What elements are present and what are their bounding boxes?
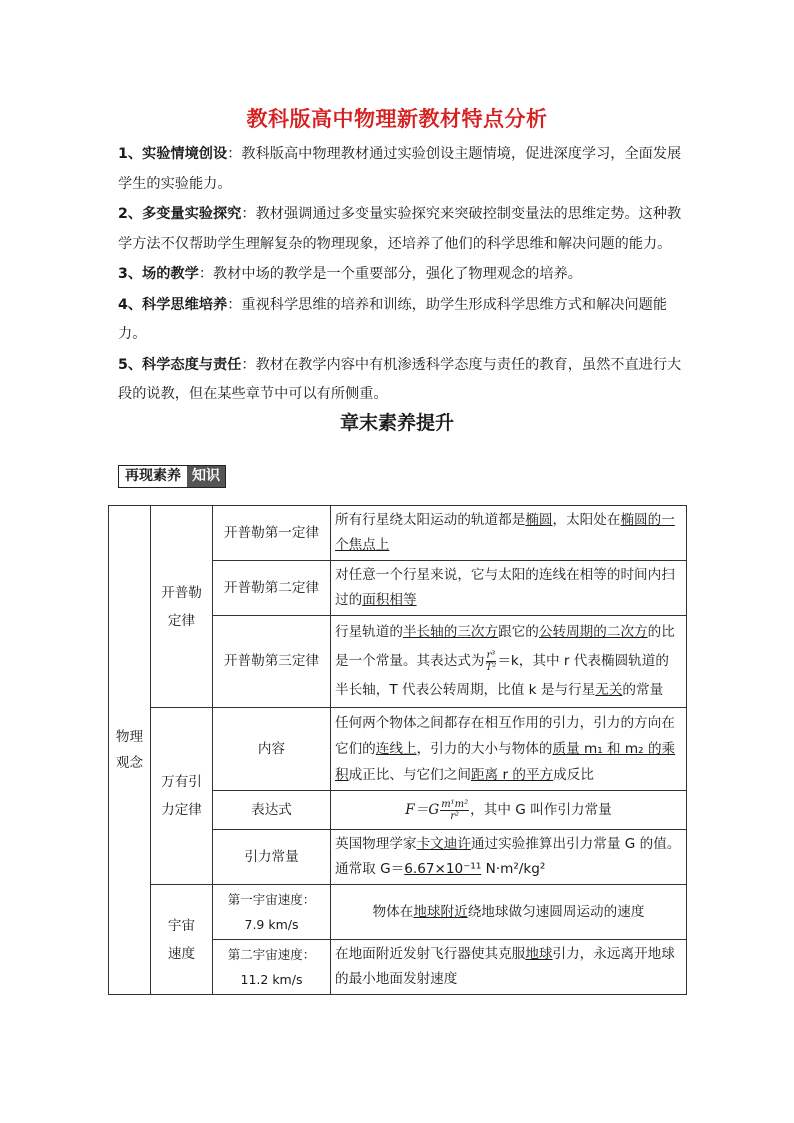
feature-list bbox=[118, 140, 690, 411]
table-row bbox=[109, 506, 687, 561]
feature-item-3 bbox=[118, 260, 690, 290]
gravity-const-name: 引力常量 bbox=[213, 830, 331, 885]
gravity-expr-desc: F＝G $\frac{\text{m¹m²}}{\text{r²}}$ ，其中 G 叫作引力常量 bbox=[331, 791, 687, 830]
feature-label: 4、科学思维培养 bbox=[118, 296, 228, 313]
law1-name: 开普勒第一定律 bbox=[213, 506, 331, 561]
gravity-content-desc: 任何两个物体之间都存在相互作用的引力，引力的方向在它们的连线上，引力的大小与物体的质量 m₁ 和 m₂ 的乘积成正比、与它们之间距离 r 的平方成反比 bbox=[331, 708, 687, 791]
feature-label: 3、场的教学 bbox=[118, 266, 199, 282]
law1-desc: 所有行星绕太阳运动的轨道都是椭圆，太阳处在椭圆的一个焦点上 bbox=[331, 506, 687, 561]
badge-label: 再现素养 bbox=[119, 466, 187, 487]
feature-label: 1、实验情境创设 bbox=[118, 146, 228, 162]
kepler-fraction: $\frac{\text{r³}}{\text{T²}}$ bbox=[485, 649, 497, 673]
gravity-const-desc: 英国物理学家卡文迪许通过实验推算出引力常量 G 的值。通常取 G＝6.67×10⁻¹¹ N·m²/kg² bbox=[331, 830, 687, 885]
law2-name: 开普勒第二定律 bbox=[213, 561, 331, 616]
badge-tag: 知识 bbox=[187, 466, 225, 487]
feature-label: 5、科学态度与责任 bbox=[118, 356, 242, 373]
knowledge-table bbox=[108, 505, 687, 995]
feature-text: ：教材在教学内容中有机渗透科学态度与责任的教育，虽然不直进行大段的说教，但在某些章节中可以有所侧重。 bbox=[118, 356, 682, 402]
table-row bbox=[109, 885, 687, 940]
feature-text: ：教科版高中物理教材通过实验创设主题情境，促进深度学习，全面发展学生的实验能力。 bbox=[118, 146, 682, 192]
cosmic-v2-desc: 在地面附近发射飞行器使其克服地球引力，永远离开地球的最小地面发射速度 bbox=[331, 940, 687, 995]
cosmic-v1-name: 第一宇宙速度： 7.9 km/s bbox=[213, 885, 331, 940]
feature-item-2 bbox=[118, 200, 690, 259]
feature-item-4 bbox=[118, 291, 690, 350]
feature-item-1 bbox=[118, 140, 690, 199]
gravity-expr-name: 表达式 bbox=[213, 791, 331, 830]
kepler-group-cell: 开普勒定律 bbox=[151, 506, 213, 708]
table-row bbox=[109, 708, 687, 791]
cosmic-v1-desc: 物体在地球附近绕地球做匀速圆周运动的速度 bbox=[331, 885, 687, 940]
law3-name: 开普勒第三定律 bbox=[213, 616, 331, 708]
law2-desc: 对任意一个行星来说，它与太阳的连线在相等的时间内扫过的面积相等 bbox=[331, 561, 687, 616]
gravity-content-name: 内容 bbox=[213, 708, 331, 791]
section-badge bbox=[118, 465, 226, 488]
cosmic-v2-name: 第二宇宙速度： 11.2 km/s bbox=[213, 940, 331, 995]
root-cell: 物理观念 bbox=[109, 506, 151, 995]
feature-item-5 bbox=[118, 351, 690, 410]
gravity-fraction: $\frac{\text{m¹m²}}{\text{r²}}$ bbox=[441, 798, 469, 822]
document-title: 教科版高中物理新教材特点分析 bbox=[246, 107, 548, 131]
feature-text: ：教材强调通过多变量实验探究来突破控制变量法的思维定势。这种教学方法不仅帮助学生理解复杂的物理现象，还培养了他们的科学思维和解决问题的能力。 bbox=[118, 206, 682, 252]
cosmic-group-cell: 宇宙速度 bbox=[151, 885, 213, 995]
feature-text: ：重视科学思维的培养和训练，助学生形成科学思维方式和解决问题能力。 bbox=[118, 296, 668, 342]
section-title: 章末素养提升 bbox=[339, 412, 454, 434]
gravity-group-cell: 万有引力定律 bbox=[151, 708, 213, 885]
feature-text: ：教材中场的教学是一个重要部分，强化了物理观念的培养。 bbox=[198, 266, 582, 282]
feature-label: 2、多变量实验探究 bbox=[118, 206, 242, 222]
law3-desc: 行星轨道的半长轴的三次方跟它的公转周期的二次方的比是一个常量。其表达式为 $\frac{\text{r³}}{\text{T²}}$ ＝k，其中 r 代表椭圆轨道的半长轴，T 代表公转周期，比值 k 是与行星无关的常量 bbox=[331, 616, 687, 708]
